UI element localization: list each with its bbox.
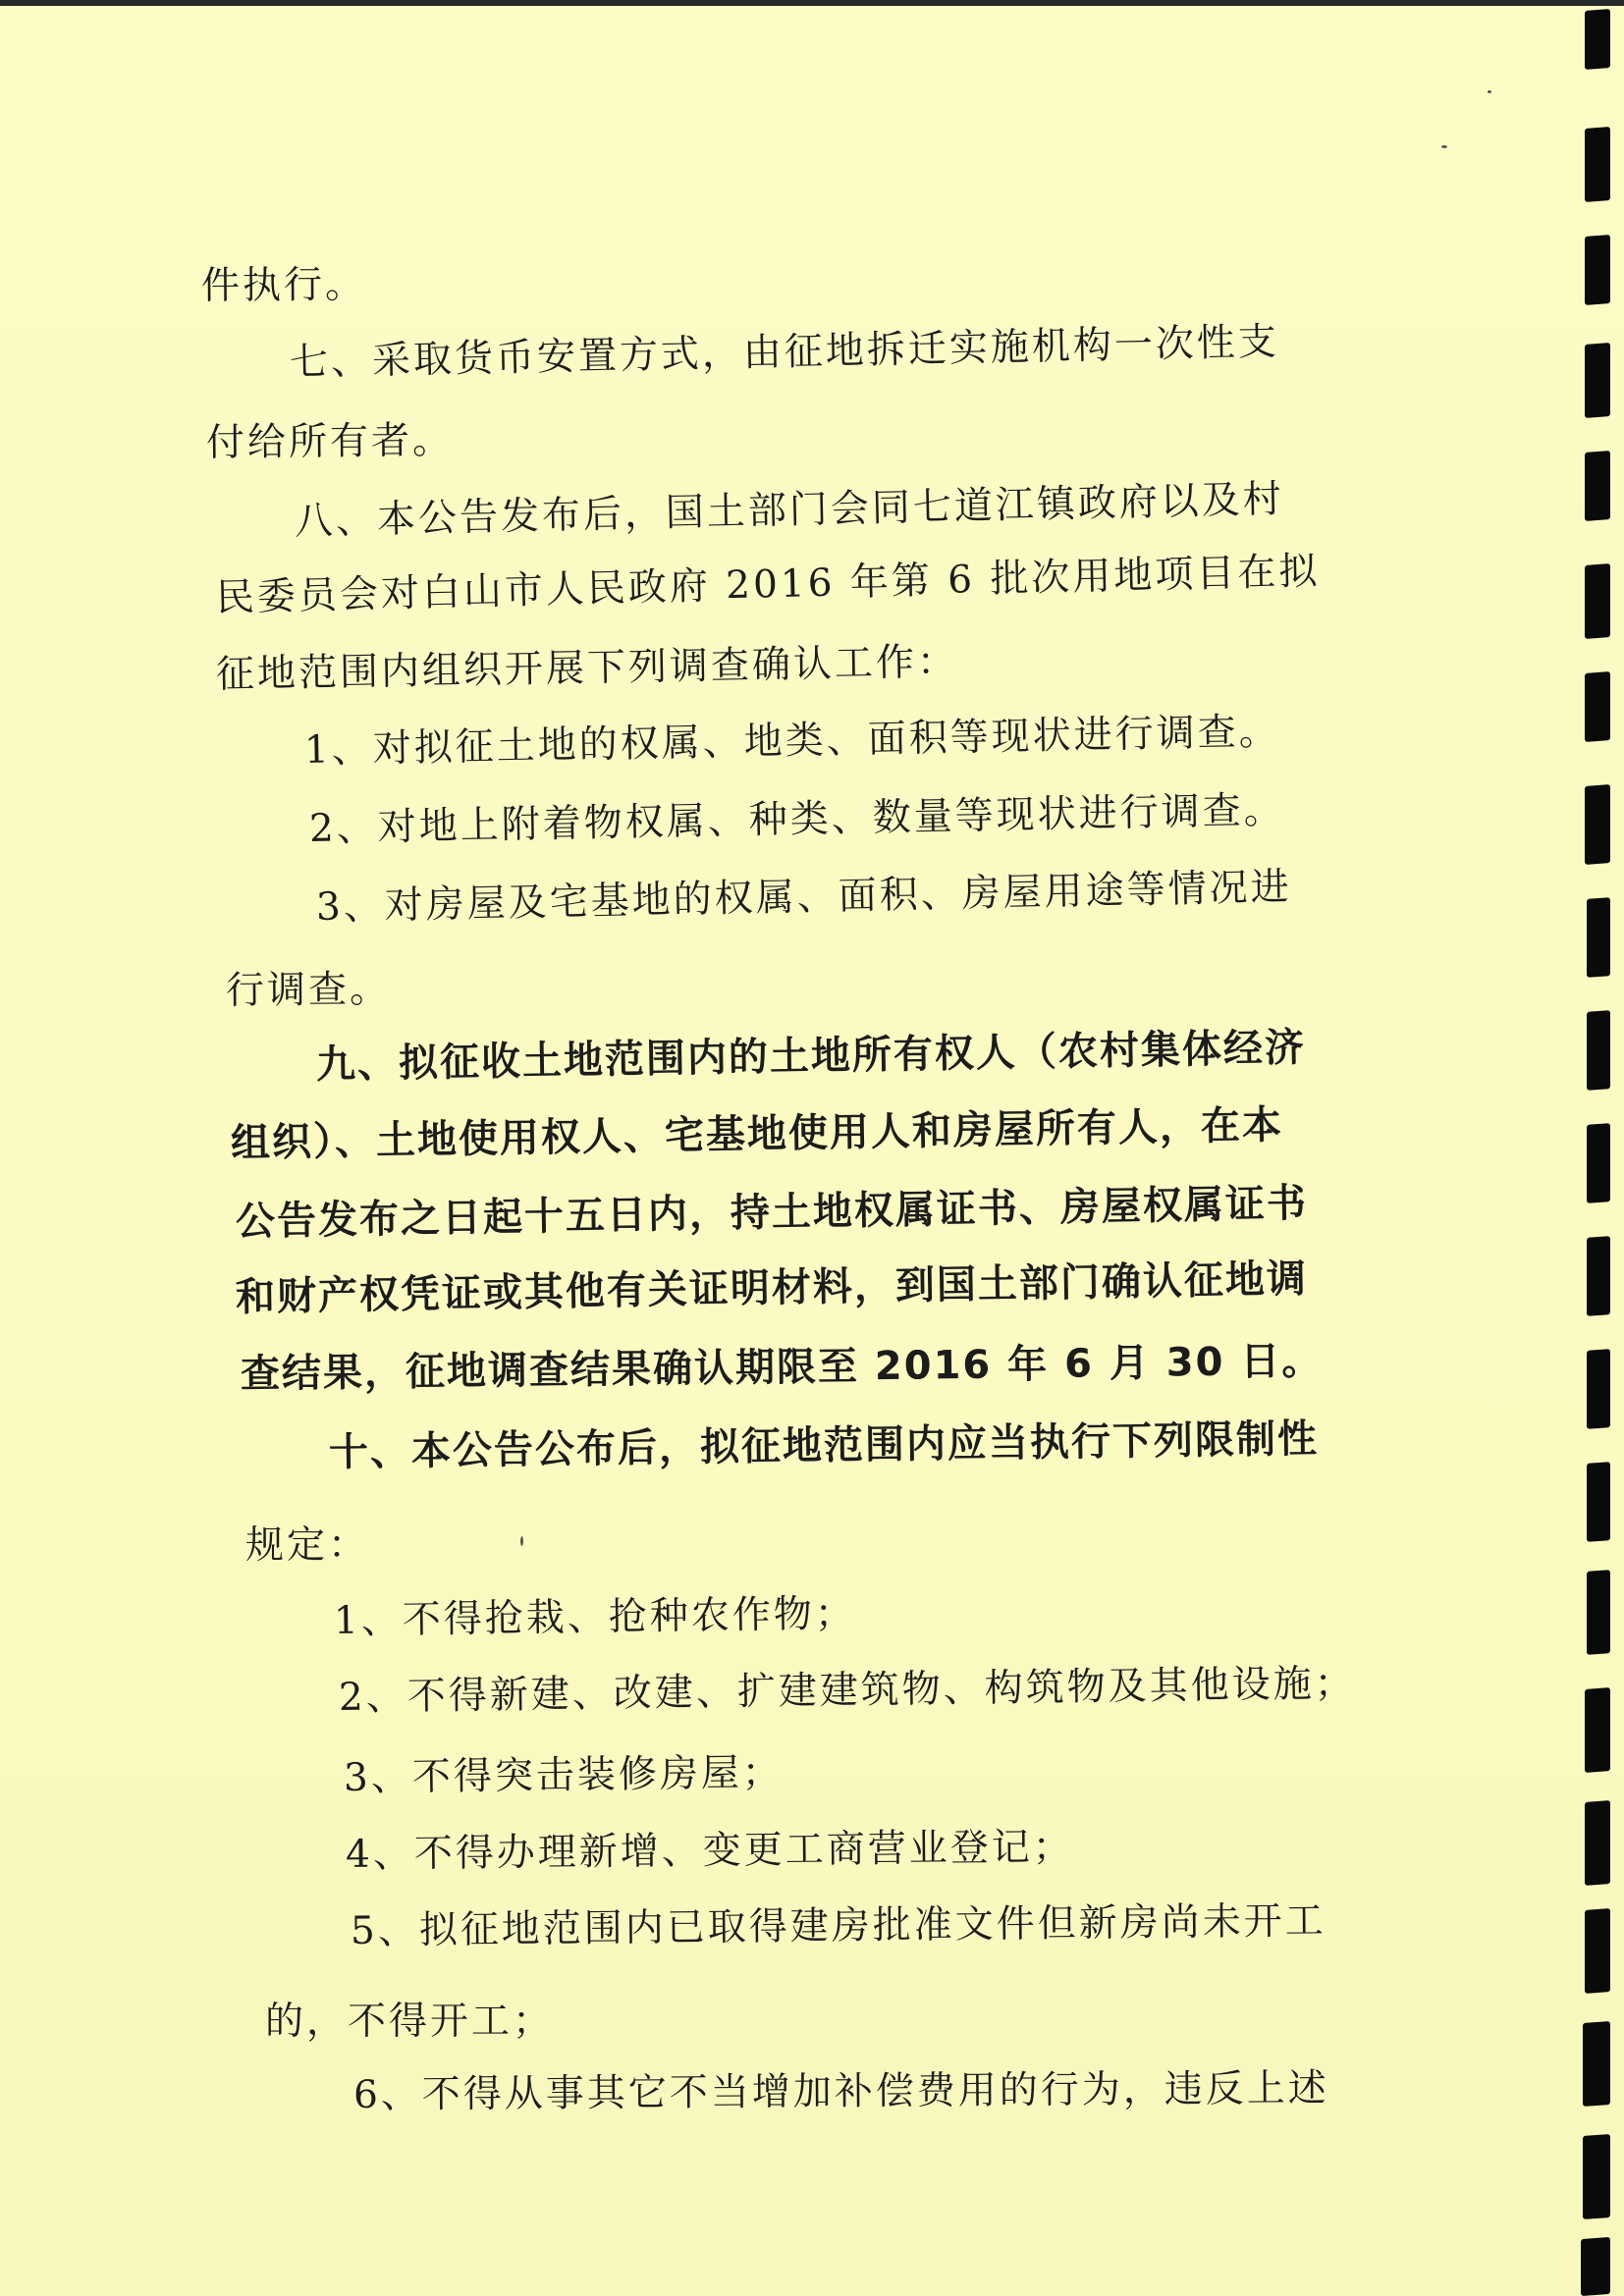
text-line: 组织）、土地使用权人、宅基地使用人和房屋所有人，在本 xyxy=(230,1102,1284,1166)
binding-hole xyxy=(1587,1123,1610,1203)
scan-top-edge xyxy=(0,0,1624,6)
text-line: 件执行。 xyxy=(200,262,367,308)
scan-speck xyxy=(1441,145,1447,148)
text-line: 十、本公告公布后，拟征地范围内应当执行下列限制性 xyxy=(328,1415,1320,1475)
text-line: 公告发布之日起十五日内，持土地权属证书、房屋权属证书 xyxy=(235,1180,1309,1245)
text-line: 2、不得新建、改建、扩建建筑物、构筑物及其他设施； xyxy=(338,1661,1357,1720)
text-line: 和财产权凭证或其他有关证明材料，到国土部门确认征地调 xyxy=(235,1255,1309,1320)
text-line: 查结果，征地调查结果确认期限至 2016 年 6 月 30 日。 xyxy=(240,1338,1324,1397)
binding-hole xyxy=(1587,1010,1610,1091)
text-line: 行调查。 xyxy=(225,967,392,1013)
text-line: 1、不得抢栽、抢种农作物； xyxy=(333,1591,857,1643)
binding-hole xyxy=(1587,1349,1610,1429)
binding-hole xyxy=(1585,451,1610,521)
binding-hole xyxy=(1583,2021,1610,2107)
binding-holes-strip xyxy=(1545,0,1624,2295)
binding-hole xyxy=(1585,343,1610,418)
text-line: 民委员会对白山市人民政府 2016 年第 6 批次用地项目在拟 xyxy=(215,549,1321,620)
text-line: 4、不得办理新增、变更工商营业登记； xyxy=(345,1825,1075,1877)
text-line: 九、拟征收土地范围内的土地所有权人（农村集体经济 xyxy=(315,1025,1307,1088)
text-line: 规定： xyxy=(245,1523,370,1568)
binding-hole xyxy=(1585,127,1610,202)
binding-hole xyxy=(1585,671,1610,742)
binding-hole xyxy=(1581,2237,1610,2296)
binding-hole xyxy=(1587,1462,1610,1542)
text-line: 1、对拟征土地的权属、地类、面积等现状进行调查。 xyxy=(303,709,1281,773)
binding-hole xyxy=(1585,563,1610,639)
binding-hole xyxy=(1585,235,1610,305)
text-line: 6、不得从事其它不当增加补偿费用的行为，违反上述 xyxy=(352,2066,1329,2117)
text-line: 征地范围内组织开展下列调查确认工作： xyxy=(215,639,959,697)
binding-hole xyxy=(1583,2134,1610,2219)
binding-hole xyxy=(1585,784,1610,865)
binding-hole xyxy=(1587,1236,1610,1316)
text-line: 八、本公告发布后，国土部门会同七道江镇政府以及村 xyxy=(294,477,1285,544)
binding-hole xyxy=(1587,1570,1610,1655)
binding-hole xyxy=(1585,1800,1610,1886)
binding-hole xyxy=(1585,9,1610,70)
text-line: 3、对房屋及宅基地的权属、面积、房屋用途等情况进 xyxy=(315,865,1293,930)
text-line: 付给所有者。 xyxy=(205,418,455,465)
text-line: 的，不得开工； xyxy=(265,2000,555,2044)
binding-hole xyxy=(1585,1687,1610,1773)
text-line: 5、拟征地范围内已取得建房批准文件但新房尚未开工 xyxy=(350,1898,1327,1953)
text-line: 2、对地上附着物权属、种类、数量等现状进行调查。 xyxy=(308,787,1286,851)
binding-hole xyxy=(1585,1908,1610,1994)
scan-speck xyxy=(1488,90,1491,93)
text-line: 3、不得突击装修房屋； xyxy=(343,1750,785,1800)
text-line: 七、采取货币安置方式，由征地拆迁实施机构一次性支 xyxy=(289,319,1280,385)
scan-speck xyxy=(520,1536,523,1546)
binding-hole xyxy=(1587,897,1610,978)
